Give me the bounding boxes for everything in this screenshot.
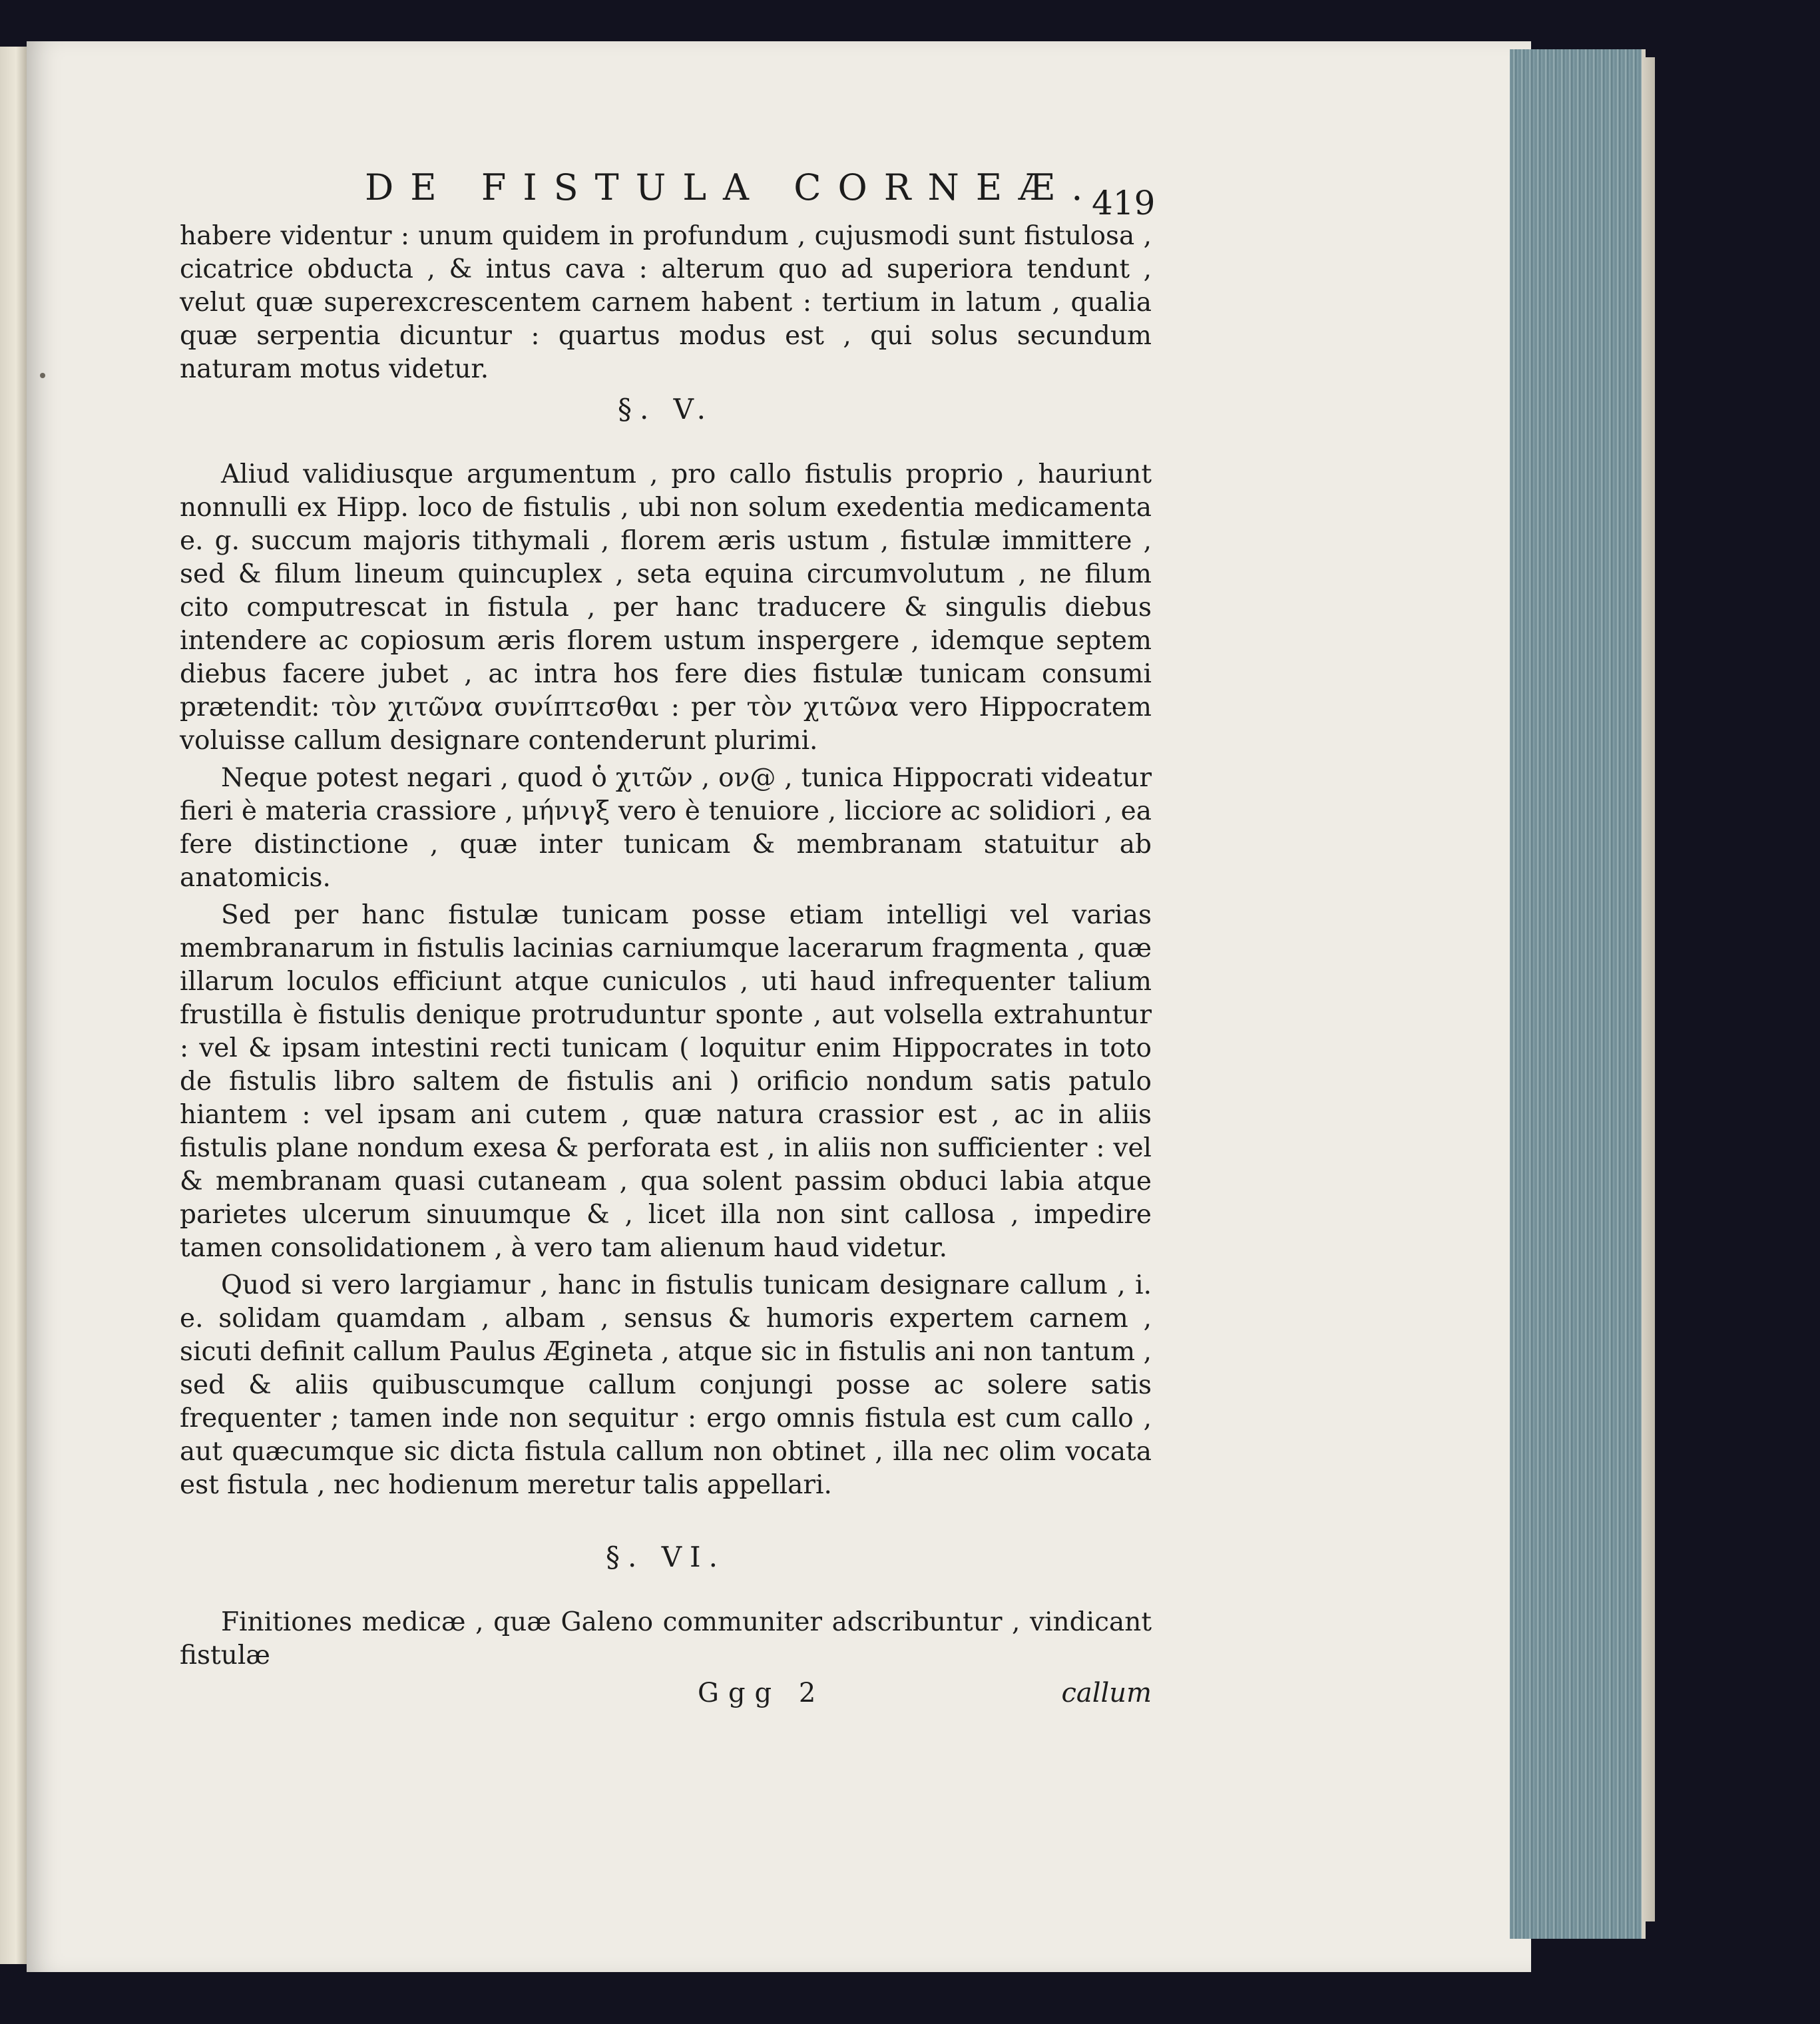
page-footer (180, 1676, 1152, 1710)
paragraph: habere videntur : unum quidem in profundum , cujusmodi sunt fistulosa , cicatrice obducta , & intus cava : alterum quo ad superiora tendunt , velut quæ superexcrescentem carnem habent : tertium in latum , qualia quæ serpentia dicuntur : quartus modus est , qui solus secundum naturam motus videtur. (180, 221, 1152, 384)
running-title: DE FISTULA CORNEÆ. (365, 166, 1100, 208)
page-number: 419 (1092, 184, 1156, 222)
main-text (180, 220, 1152, 1710)
fore-edge (1510, 49, 1646, 1939)
running-head (365, 166, 1164, 220)
paragraph: Quod si vero largiamur , hanc in fistulis tunicam designare callum , i. e. solidam quamdam , albam , sensus & humoris expertem carnem , sicuti definit callum Paulus Ægineta , atque sic in fistulis ani non tantum , sed & aliis quibuscumque callum conjungi posse ac solere satis frequenter ; tamen inde non sequitur : ergo omnis fistula est cum callo , aut quæcumque sic dicta fistula callum non obtinet , illa nec olim vocata est fistula , nec hodienum meretur talis appellari. (180, 1270, 1152, 1500)
margin-mark (40, 373, 45, 378)
paragraph: Sed per hanc fistulæ tunicam posse etiam intelligi vel varias membranarum in fistulis lacinias carniumque lacerarum fragmenta , quæ illarum loculos efficiunt atque cuniculos , uti haud infrequenter talium frustilla è fistulis denique protruduntur sponte , aut volsella extrahuntur : vel & ipsam intestini recti tunicam ( loquitur enim Hippocrates in toto de fistulis libro saltem de fistulis ani ) orificio nondum satis patulo hiantem : vel ipsam ani cutem , quæ natura crassior est , ac in aliis fistulis plane nondum exesa & perforata est , in aliis non sufficienter : vel & membranam quasi cutaneam , qua solent passim obduci labia atque parietes ulcerum sinuumque & , licet illa non sint callosa , impedire tamen consolidationem , à vero tam alienum haud videtur. (180, 900, 1152, 1263)
section-heading: §. VI. (606, 1541, 726, 1573)
signature-mark: Ggg 2 (698, 1678, 825, 1708)
section-heading: §. V. (617, 393, 714, 425)
cover-board-edge (1642, 57, 1655, 1921)
catchword: callum (1061, 1678, 1152, 1708)
paragraph: Neque potest negari , quod ὁ χιτῶν , ον@ , tunica Hippocrati videatur fieri è materia crassiore , μήνιγξ vero è tenuiore , licciore ac solidiori , ea fere distinctione , quæ inter tunicam & membranam statuitur ab anatomicis. (180, 763, 1152, 893)
paragraph: Aliud validiusque argumentum , pro callo fistulis proprio , hauriunt nonnulli ex Hipp. loco de fistulis , ubi non solum exedentia medicamenta e. g. succum majoris tithymali , florem æris ustum , fistulæ immittere , sed & filum lineum quincuplex , seta equina circumvolutum , ne filum cito computrescat in fistula , per hanc traducere & singulis diebus intendere ac copiosum æris florem ustum inspergere , idemque septem diebus facere jubet , ac intra hos fere dies fistulæ tunicam consumi prætendit: τὸν χιτῶνα συνίπτεσθαι : per τὸν χιτῶνα vero Hippocratem voluisse callum designare contenderunt plurimi. (180, 459, 1152, 756)
paragraph: Finitiones medicæ , quæ Galeno communiter adscribuntur , vindicant fistulæ (180, 1607, 1152, 1670)
facing-page-edge (0, 47, 27, 1964)
